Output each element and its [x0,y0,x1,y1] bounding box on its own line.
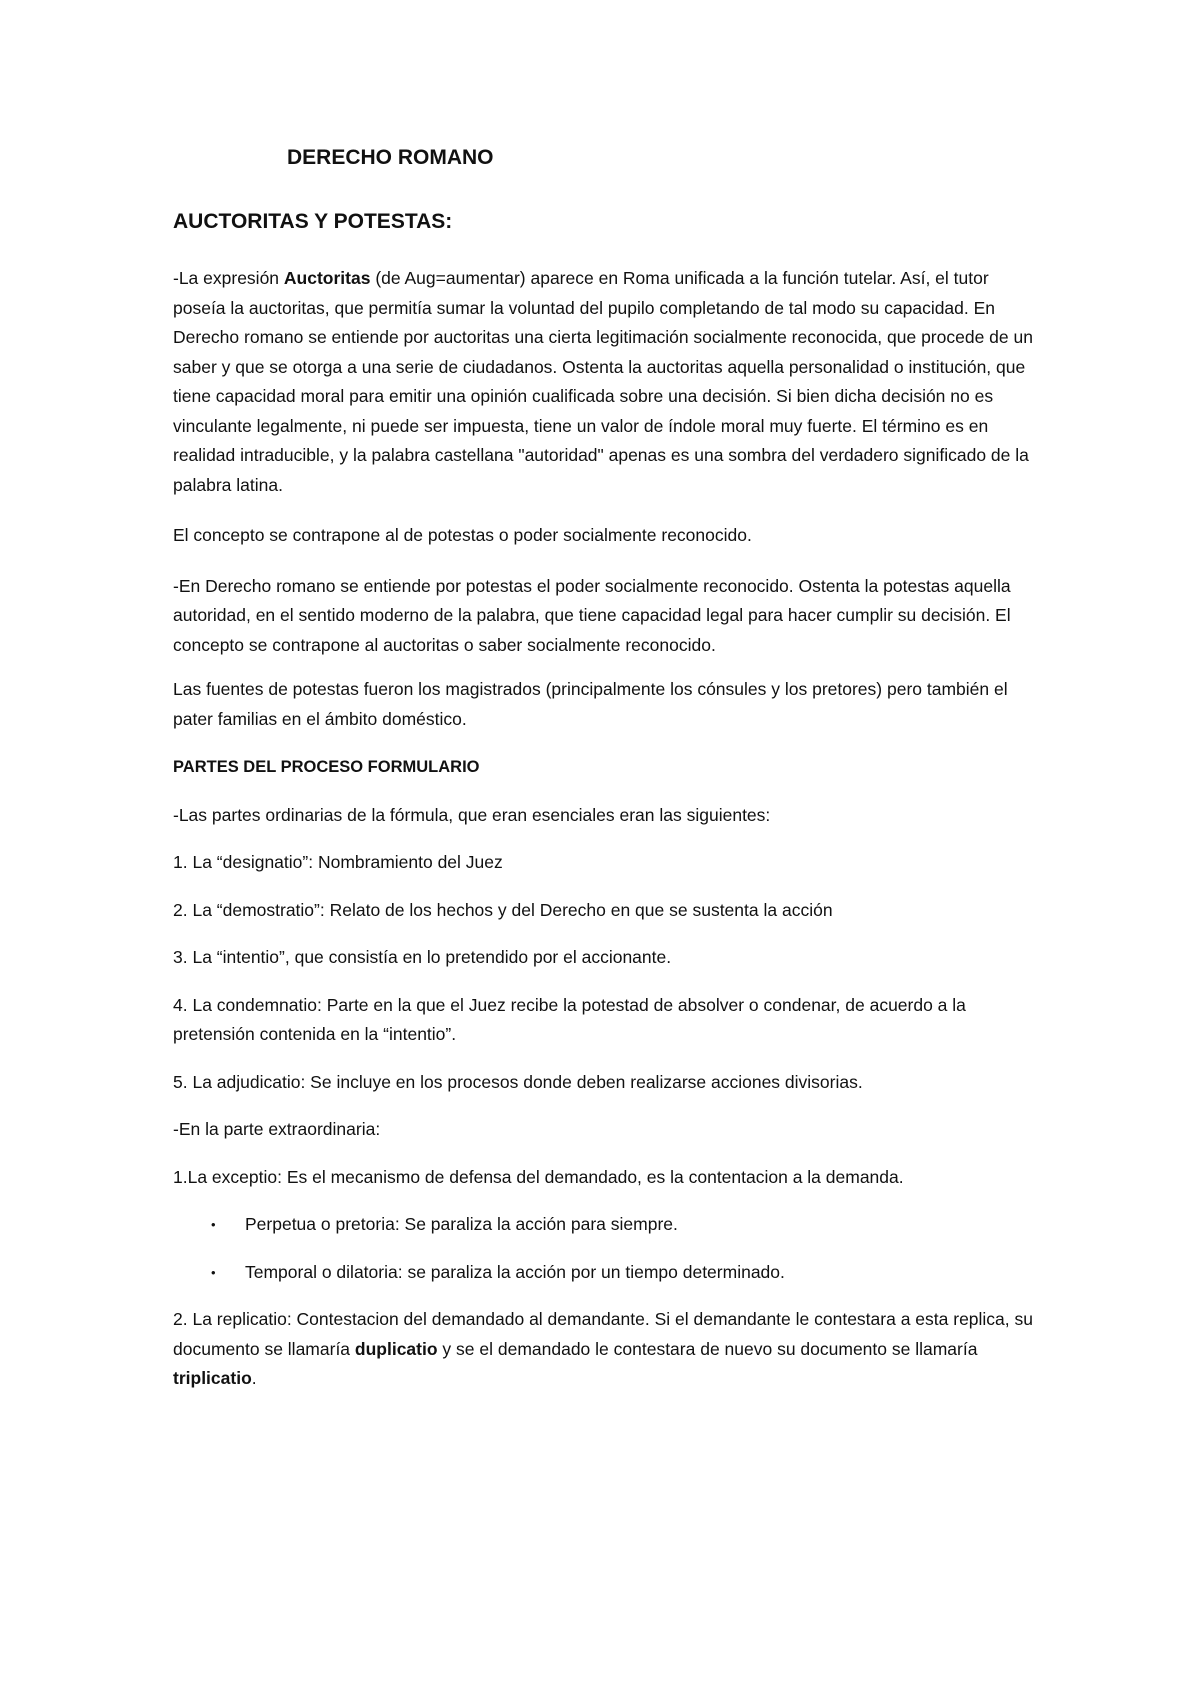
paragraph-bold-term: Auctoritas [283,268,371,288]
extraordinaria-intro: -En la parte extraordinaria: [173,1119,381,1139]
list-item: 3. La “intentio”, que consistía en lo pretendido por el accionante. [173,947,672,967]
list-item: 2. La “demostratio”: Relato de los hechos y del Derecho en que se sustenta la acción [173,899,833,920]
list-item: 1. La “designatio”: Nombramiento del Juez [173,852,503,872]
bullet-icon: • [211,1264,216,1280]
list-item-exceptio: 1.La exceptio: Es el mecanismo de defensa del demandado, es la contentacion a la demanda. [173,1166,904,1187]
ordinarias-intro: -Las partes ordinarias de la fórmula, que eran esenciales eran las siguientes: [173,804,771,825]
list-item: 5. La adjudicatio: Se incluye en los procesos donde deben realizarse acciones divisorias. [173,1071,863,1092]
section-heading-partes: PARTES DEL PROCESO FORMULARIO [173,758,480,776]
paragraph-text: (de Aug=aumentar) aparece en Roma unificada a la función tutelar. Así, el tutor poseía la auctoritas, que permitía sumar la voluntad del pupilo completando de tal modo su capacidad. En Derecho romano se entiende por auctoritas una cierta legitimación socialmente reconocida, que procede de un saber y que se otorga a una serie de ciudadanos. Ostenta la auctoritas aquella personalidad o institución, que tiene capacidad moral para emitir una opinión cualificada sobre una decisión. Si bien dicha decisión no es vinculante legalmente, ni puede ser impuesta, tiene un valor de índole moral muy fuerte. El término es en realidad intraducible, y la palabra castellana "autoridad" apenas es una sombra del verdadero significado de la palabra latina. [173,268,1033,495]
paragraph-fuentes: Las fuentes de potestas fueron los magistrados (principalmente los cónsules y los pretores) pero también el pater familias en el ámbito doméstico. [173,679,1008,729]
replicatio-text: 2. La replicatio: Contestacion del demandado al demandante. Si el demandante le contestara a esta replica, su documento se llamaría [173,1309,1033,1359]
replicatio-text: . [251,1368,257,1388]
list-item: 4. La condemnatio: Parte en la que el Juez recibe la potestad de absolver o condenar, de acuerdo a la pretensión contenida en la “intentio”. [173,994,966,1044]
section-heading-auctoritas: AUCTORITAS Y POTESTAS: [173,210,453,233]
paragraph-potestas: -En Derecho romano se entiende por potestas el poder socialmente reconocido. Ostenta la potestas aquella autoridad, en el sentido moderno de la palabra, que tiene capacidad legal para hacer cumplir su decisión. El concepto se contrapone al auctoritas o saber socialmente reconocido. [173,575,1011,655]
document-body [173,140,1033,1394]
replicatio-text: y se el demandado le contestara de nuevo su documento se llamaría [437,1338,978,1359]
bullet-text: Perpetua o pretoria: Se paraliza la acción para siempre. [245,1214,678,1234]
replicatio-bold-term: triplicatio [173,1368,252,1388]
paragraph-prefix: -La expresión [173,268,284,288]
list-item-replicatio [173,1305,1033,1394]
paragraph-concepto: El concepto se contrapone al de potestas o poder socialmente reconocido. [173,525,752,545]
exceptio-bullet-list [173,1210,1033,1287]
bullet-item [173,1258,1033,1288]
bullet-text: Temporal o dilatoria: se paraliza la acción por un tiempo determinado. [245,1261,785,1282]
paragraph-auctoritas [173,264,1033,500]
bullet-item [173,1210,1033,1240]
document-title: DERECHO ROMANO [287,146,494,169]
replicatio-bold-term: duplicatio [354,1338,438,1359]
bullet-icon: • [211,1217,216,1232]
